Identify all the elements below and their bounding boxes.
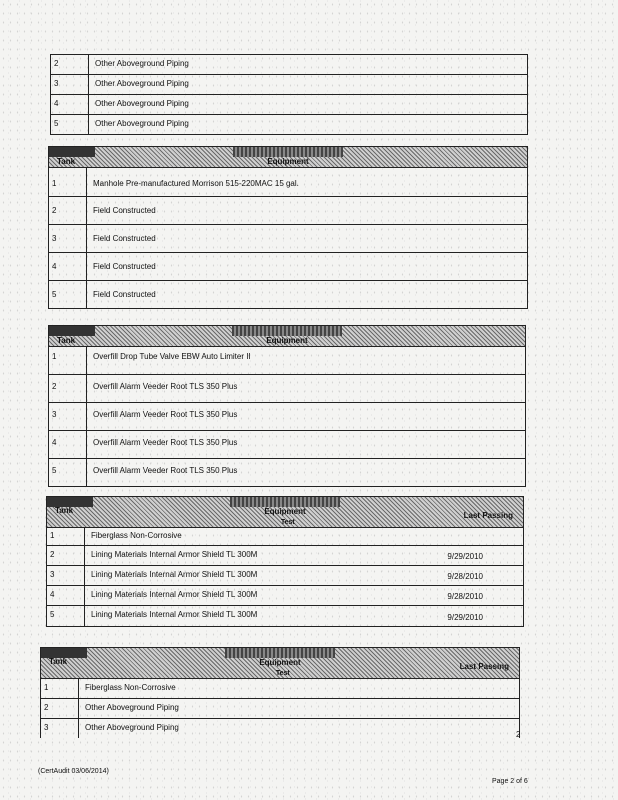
table-row xyxy=(49,253,527,281)
tank-number: 2 xyxy=(41,699,79,718)
table-row xyxy=(41,699,519,719)
equipment-text: Other Aboveground Piping xyxy=(95,99,189,108)
last-passing-date: 9/29/2010 xyxy=(447,552,483,561)
tank-number: 1 xyxy=(49,168,87,196)
last-passing-date: 9/29/2010 xyxy=(447,613,483,622)
equipment-text: Overfill Drop Tube Valve EBW Auto Limiter II xyxy=(93,352,251,361)
equipment-text: Other Aboveground Piping xyxy=(95,59,189,68)
table-row xyxy=(49,225,527,253)
table-header xyxy=(41,648,519,679)
table-header xyxy=(47,497,523,528)
section-title-band xyxy=(225,648,335,658)
tank-number: 1 xyxy=(49,347,87,374)
table-row xyxy=(47,566,523,586)
equipment-text: Fiberglass Non-Corrosive xyxy=(85,683,176,692)
tank-number: 4 xyxy=(51,95,89,114)
table-row xyxy=(41,719,519,738)
tank-number: 3 xyxy=(41,719,79,738)
column-equipment: Equipment xyxy=(267,157,309,166)
table-row xyxy=(47,528,523,546)
table-header xyxy=(49,147,527,168)
equipment-text: Lining Materials Internal Armor Shield TL 300M xyxy=(91,610,258,619)
table-row xyxy=(49,431,525,459)
column-equipment: Equipment xyxy=(264,507,306,516)
column-tank: Tank xyxy=(57,336,76,345)
tank-number: 3 xyxy=(49,403,87,430)
side-mark: 2 xyxy=(516,730,521,739)
tank-number: 2 xyxy=(49,197,87,224)
equipment-text: Lining Materials Internal Armor Shield TL 300M xyxy=(91,590,258,599)
tank-number: 4 xyxy=(49,253,87,280)
equipment-text: Overfill Alarm Veeder Root TLS 350 Plus xyxy=(93,382,238,391)
section-title-band xyxy=(232,326,342,336)
section-title-band xyxy=(233,147,343,157)
page-number: Page 2 of 6 xyxy=(492,778,528,785)
table-row xyxy=(51,95,527,115)
certaudit-footer: (CertAudit 03/06/2014) xyxy=(38,768,109,775)
table-row xyxy=(51,75,527,95)
equipment-text: Other Aboveground Piping xyxy=(85,723,179,732)
section-title-band xyxy=(230,497,340,507)
equipment-text: Other Aboveground Piping xyxy=(95,79,189,88)
column-equipment: Equipment xyxy=(266,336,308,345)
table-row xyxy=(47,606,523,626)
equipment-text: Other Aboveground Piping xyxy=(95,119,189,128)
tank-number: 3 xyxy=(47,566,85,585)
column-tank: Tank xyxy=(57,157,76,166)
tank-number: 3 xyxy=(51,75,89,94)
table-row xyxy=(49,459,525,486)
column-last-passing: Last Passing xyxy=(459,662,509,671)
tank-number: 5 xyxy=(47,606,85,626)
equipment-text: Lining Materials Internal Armor Shield TL 300M xyxy=(91,550,258,559)
table-row xyxy=(51,115,527,134)
tank-number: 5 xyxy=(51,115,89,134)
piping-continued-table xyxy=(50,54,528,135)
table-row xyxy=(51,55,527,75)
spill-bucket-table xyxy=(48,146,528,309)
tank-number: 3 xyxy=(49,225,87,252)
equipment-text: Lining Materials Internal Armor Shield TL 300M xyxy=(91,570,258,579)
table-row xyxy=(49,347,525,375)
column-equipment: Equipment xyxy=(259,658,301,667)
equipment-text: Fiberglass Non-Corrosive xyxy=(91,531,182,540)
tank-number: 4 xyxy=(49,431,87,458)
column-test: Test xyxy=(275,670,290,677)
column-tank: Tank xyxy=(55,506,74,515)
tank-number: 5 xyxy=(49,281,87,308)
section-label-block xyxy=(49,147,95,157)
table-header xyxy=(49,326,525,347)
last-passing-date: 9/28/2010 xyxy=(447,572,483,581)
equipment-text: Overfill Alarm Veeder Root TLS 350 Plus xyxy=(93,466,238,475)
table-row xyxy=(49,403,525,431)
equipment-text: Other Aboveground Piping xyxy=(85,703,179,712)
table-row xyxy=(49,281,527,308)
equipment-text: Field Constructed xyxy=(93,262,156,271)
section-label-block xyxy=(49,326,95,336)
piping-table xyxy=(40,647,520,738)
table-row xyxy=(47,586,523,606)
equipment-text: Field Constructed xyxy=(93,234,156,243)
equipment-text: Overfill Alarm Veeder Root TLS 350 Plus xyxy=(93,438,238,447)
table-row xyxy=(47,546,523,566)
equipment-text: Field Constructed xyxy=(93,206,156,215)
equipment-text: Overfill Alarm Veeder Root TLS 350 Plus xyxy=(93,410,238,419)
tank-number: 5 xyxy=(49,459,87,486)
equipment-text: Manhole Pre-manufactured Morrison 515-220MAC 15 gal. xyxy=(93,179,299,188)
tank-number: 2 xyxy=(51,55,89,74)
column-tank: Tank xyxy=(49,657,68,666)
table-row xyxy=(49,197,527,225)
tank-number: 2 xyxy=(49,375,87,402)
table-row xyxy=(41,679,519,699)
tank-number: 4 xyxy=(47,586,85,605)
column-test: Test xyxy=(280,519,295,526)
column-last-passing: Last Passing xyxy=(463,511,513,520)
last-passing-date: 9/28/2010 xyxy=(447,592,483,601)
tank-number: 1 xyxy=(47,528,85,545)
tank-lining-table xyxy=(46,496,524,627)
tank-number: 2 xyxy=(47,546,85,565)
table-row xyxy=(49,168,527,197)
overfill-table xyxy=(48,325,526,487)
table-row xyxy=(49,375,525,403)
equipment-text: Field Constructed xyxy=(93,290,156,299)
tank-number: 1 xyxy=(41,679,79,698)
